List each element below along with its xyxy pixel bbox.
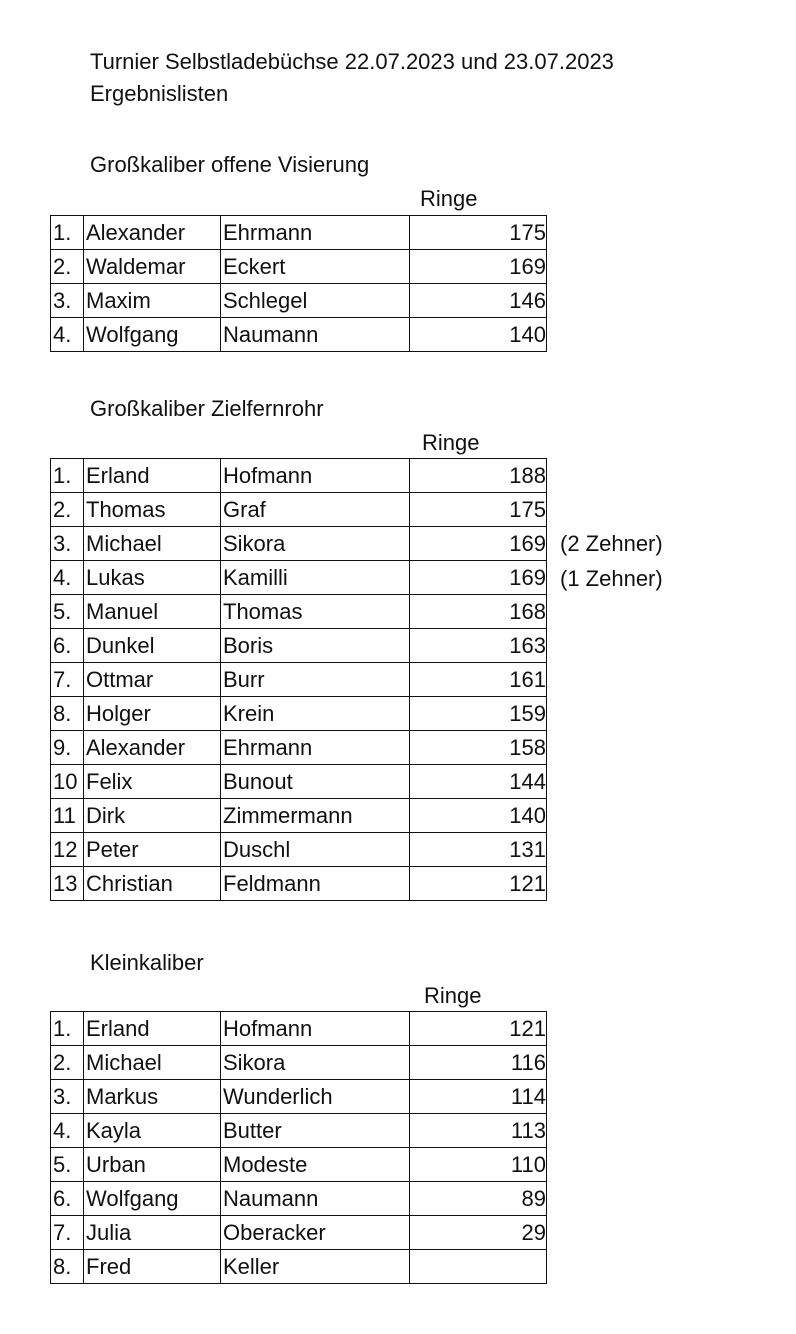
- table-row: [51, 731, 547, 765]
- score-cell: 114: [410, 1080, 547, 1114]
- document-title: Turnier Selbstladebüchse 22.07.2023 und 23.07.2023: [90, 49, 614, 74]
- last-name-cell: Sikora: [221, 1046, 410, 1080]
- score-cell: 169: [410, 527, 547, 561]
- rank-cell: 5.: [51, 1148, 84, 1182]
- first-name-cell: Maxim: [84, 284, 221, 318]
- first-name-cell: Christian: [84, 867, 221, 901]
- rank-cell: 1.: [51, 459, 84, 493]
- score-cell: 89: [410, 1182, 547, 1216]
- first-name-cell: Erland: [84, 459, 221, 493]
- table-row: [51, 561, 547, 595]
- results-table-kleinkaliber: [50, 1011, 547, 1284]
- score-cell: 188: [410, 459, 547, 493]
- first-name-cell: Michael: [84, 527, 221, 561]
- last-name-cell: Duschl: [221, 833, 410, 867]
- results-table-offene-visierung: [50, 215, 547, 352]
- table-row: [51, 250, 547, 284]
- score-cell: 113: [410, 1114, 547, 1148]
- last-name-cell: Krein: [221, 697, 410, 731]
- table-row: [51, 1080, 547, 1114]
- score-cell: 161: [410, 663, 547, 697]
- first-name-cell: Julia: [84, 1216, 221, 1250]
- column-label-ringe: Ringe: [424, 983, 482, 1008]
- table-row: [51, 629, 547, 663]
- score-cell: 163: [410, 629, 547, 663]
- score-cell: 131: [410, 833, 547, 867]
- score-cell: 169: [410, 561, 547, 595]
- score-cell: 144: [410, 765, 547, 799]
- table-row: [51, 1182, 547, 1216]
- first-name-cell: Alexander: [84, 731, 221, 765]
- last-name-cell: Bunout: [221, 765, 410, 799]
- table-row: [51, 697, 547, 731]
- first-name-cell: Peter: [84, 833, 221, 867]
- rank-cell: 13: [51, 867, 84, 901]
- first-name-cell: Urban: [84, 1148, 221, 1182]
- rank-cell: 2.: [51, 250, 84, 284]
- score-cell: 175: [410, 493, 547, 527]
- score-cell: 146: [410, 284, 547, 318]
- tiebreak-note: (1 Zehner): [560, 565, 663, 591]
- score-cell: 29: [410, 1216, 547, 1250]
- rank-cell: 11: [51, 799, 84, 833]
- first-name-cell: Markus: [84, 1080, 221, 1114]
- column-label-ringe: Ringe: [420, 186, 478, 211]
- rank-cell: 7.: [51, 663, 84, 697]
- last-name-cell: Thomas: [221, 595, 410, 629]
- document-subtitle: Ergebnislisten: [90, 81, 229, 106]
- last-name-cell: Schlegel: [221, 284, 410, 318]
- rank-cell: 12: [51, 833, 84, 867]
- last-name-cell: Graf: [221, 493, 410, 527]
- score-cell: 159: [410, 697, 547, 731]
- table-row: [51, 663, 547, 697]
- table-row: [51, 1250, 547, 1284]
- table-row: [51, 765, 547, 799]
- last-name-cell: Feldmann: [221, 867, 410, 901]
- tiebreak-note: (2 Zehner): [560, 531, 663, 557]
- last-name-cell: Oberacker: [221, 1216, 410, 1250]
- rank-cell: 8.: [51, 1250, 84, 1284]
- score-cell: 168: [410, 595, 547, 629]
- table-row: [51, 216, 547, 250]
- rank-cell: 2.: [51, 493, 84, 527]
- first-name-cell: Michael: [84, 1046, 221, 1080]
- last-name-cell: Ehrmann: [221, 731, 410, 765]
- table-row: [51, 1148, 547, 1182]
- first-name-cell: Dirk: [84, 799, 221, 833]
- first-name-cell: Erland: [84, 1012, 221, 1046]
- rank-cell: 6.: [51, 629, 84, 663]
- table-row: [51, 284, 547, 318]
- rank-cell: 4.: [51, 318, 84, 352]
- rank-cell: 7.: [51, 1216, 84, 1250]
- rank-cell: 1.: [51, 216, 84, 250]
- first-name-cell: Lukas: [84, 561, 221, 595]
- last-name-cell: Boris: [221, 629, 410, 663]
- score-cell: 140: [410, 318, 547, 352]
- rank-cell: 4.: [51, 561, 84, 595]
- rank-cell: 1.: [51, 1012, 84, 1046]
- section-title-offene-visierung: Großkaliber offene Visierung: [90, 152, 370, 177]
- last-name-cell: Naumann: [221, 1182, 410, 1216]
- score-cell: 158: [410, 731, 547, 765]
- last-name-cell: Hofmann: [221, 459, 410, 493]
- rank-cell: 9.: [51, 731, 84, 765]
- table-row: [51, 595, 547, 629]
- score-cell: 169: [410, 250, 547, 284]
- table-row: [51, 1012, 547, 1046]
- first-name-cell: Manuel: [84, 595, 221, 629]
- score-cell: [410, 1250, 547, 1284]
- last-name-cell: Butter: [221, 1114, 410, 1148]
- table-row: [51, 1114, 547, 1148]
- rank-cell: 3.: [51, 527, 84, 561]
- first-name-cell: Thomas: [84, 493, 221, 527]
- score-cell: 140: [410, 799, 547, 833]
- table-row: [51, 867, 547, 901]
- section-title-kleinkaliber: Kleinkaliber: [90, 950, 204, 975]
- table-row: [51, 459, 547, 493]
- first-name-cell: Wolfgang: [84, 318, 221, 352]
- rank-cell: 8.: [51, 697, 84, 731]
- score-cell: 175: [410, 216, 547, 250]
- section-title-zielfernrohr: Großkaliber Zielfernrohr: [90, 396, 324, 421]
- score-cell: 121: [410, 867, 547, 901]
- rank-cell: 2.: [51, 1046, 84, 1080]
- first-name-cell: Holger: [84, 697, 221, 731]
- score-cell: 121: [410, 1012, 547, 1046]
- last-name-cell: Kamilli: [221, 561, 410, 595]
- last-name-cell: Modeste: [221, 1148, 410, 1182]
- rank-cell: 10: [51, 765, 84, 799]
- last-name-cell: Zimmermann: [221, 799, 410, 833]
- results-table-zielfernrohr: [50, 458, 547, 901]
- table-row: [51, 799, 547, 833]
- first-name-cell: Kayla: [84, 1114, 221, 1148]
- document-header: [90, 46, 614, 110]
- score-cell: 116: [410, 1046, 547, 1080]
- score-cell: 110: [410, 1148, 547, 1182]
- first-name-cell: Dunkel: [84, 629, 221, 663]
- last-name-cell: Keller: [221, 1250, 410, 1284]
- table-row: [51, 1046, 547, 1080]
- last-name-cell: Wunderlich: [221, 1080, 410, 1114]
- first-name-cell: Felix: [84, 765, 221, 799]
- last-name-cell: Naumann: [221, 318, 410, 352]
- last-name-cell: Hofmann: [221, 1012, 410, 1046]
- first-name-cell: Alexander: [84, 216, 221, 250]
- rank-cell: 6.: [51, 1182, 84, 1216]
- table-row: [51, 493, 547, 527]
- first-name-cell: Fred: [84, 1250, 221, 1284]
- column-label-ringe: Ringe: [422, 430, 480, 455]
- first-name-cell: Waldemar: [84, 250, 221, 284]
- table-row: [51, 1216, 547, 1250]
- table-row: [51, 318, 547, 352]
- first-name-cell: Wolfgang: [84, 1182, 221, 1216]
- table-row: [51, 833, 547, 867]
- rank-cell: 3.: [51, 1080, 84, 1114]
- table-row: [51, 527, 547, 561]
- first-name-cell: Ottmar: [84, 663, 221, 697]
- rank-cell: 5.: [51, 595, 84, 629]
- rank-cell: 3.: [51, 284, 84, 318]
- rank-cell: 4.: [51, 1114, 84, 1148]
- last-name-cell: Eckert: [221, 250, 410, 284]
- last-name-cell: Ehrmann: [221, 216, 410, 250]
- last-name-cell: Sikora: [221, 527, 410, 561]
- last-name-cell: Burr: [221, 663, 410, 697]
